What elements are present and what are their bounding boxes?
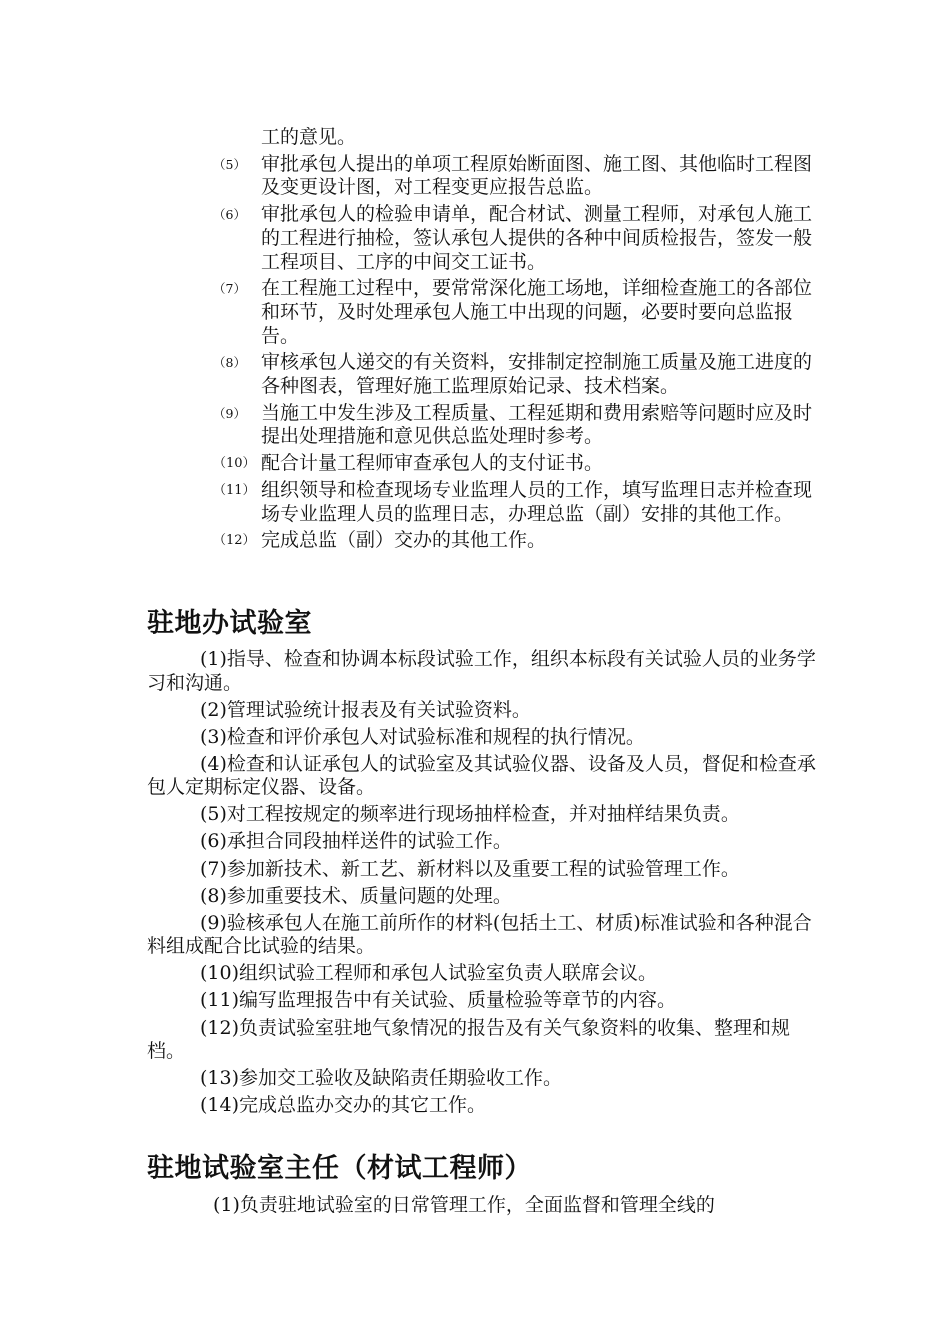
list-item: [213, 529, 833, 553]
item-text: 审核承包人递交的有关资料，安排制定控制施工质量及施工进度的各种图表，管理好施工监理原始记录、技术档案。: [261, 351, 813, 398]
list-item: [213, 203, 833, 274]
item-number: （9）: [213, 405, 246, 421]
list-item: [213, 277, 833, 348]
paragraph: (5)对工程按规定的频率进行现场抽样检查，并对抽样结果负责。: [200, 803, 740, 826]
paragraph: (7)参加新技术、新工艺、新材料以及重要工程的试验管理工作。: [200, 857, 740, 880]
paragraph: (3)检查和评价承包人对试验标准和规程的执行情况。: [200, 725, 645, 748]
lab-director-duties: [147, 1194, 817, 1221]
item-number: （8）: [213, 355, 246, 371]
item-number: （10）: [213, 456, 256, 472]
item-text: 在工程施工过程中，要常常深化施工场地，详细检查施工的各部位和环节，及时处理承包人施工中出现的问题，必要时要向总监报告。: [261, 277, 813, 347]
item-text: 审批承包人提出的单项工程原始断面图、施工图、其他临时工程图及变更设计图，对工程变更应报告总监。: [261, 152, 813, 199]
list-item: [213, 452, 833, 476]
list-item: [213, 351, 833, 398]
paragraph: (12)负责试验室驻地气象情况的报告及有关气象资料的收集、整理和规档。: [147, 1016, 791, 1063]
paragraph: (1)负责驻地试验室的日常管理工作，全面监督和管理全线的: [213, 1194, 715, 1216]
list-item: [213, 153, 833, 200]
paragraph: (1)指导、检查和协调本标段试验工作，组织本标段有关试验人员的业务学习和沟通。: [147, 648, 816, 694]
section-heading-lab: 驻地办试验室: [147, 608, 312, 639]
paragraph: (9)验核承包人在施工前所作的材料(包括土工、材质)标准试验和各种混合料组成配合比试验的结果。: [147, 911, 812, 958]
section-heading-lab-director: 驻地试验室主任（材试工程师）: [147, 1153, 532, 1184]
item-text: 组织领导和检查现场专业监理人员的工作，填写监理日志并检查现场专业监理人员的监理日志，办理总监（副）安排的其他工作。: [261, 478, 813, 525]
item-number: （5）: [213, 156, 246, 172]
paragraph: (11)编写监理报告中有关试验、质量检验等章节的内容。: [200, 989, 677, 1012]
item-number: （7）: [213, 281, 246, 297]
item-number: （6）: [213, 207, 246, 223]
paragraph: (4)检查和认证承包人的试验室及其试验仪器、设备及人员，督促和检查承包人定期标定仪器、设备。: [147, 752, 816, 799]
list-item: [213, 402, 833, 449]
item-number: （11）: [213, 482, 256, 498]
lab-duties: [147, 648, 817, 1121]
continued-text: 工的意见。: [261, 126, 357, 148]
item-number: （12）: [213, 533, 256, 549]
item-text: 当施工中发生涉及工程质量、工程延期和费用索赔等问题时应及时提出处理措施和意见供总监处理时参考。: [261, 401, 813, 448]
paragraph: (14)完成总监办交办的其它工作。: [200, 1094, 487, 1117]
duty-list: [213, 126, 833, 556]
paragraph: (10)组织试验工程师和承包人试验室负责人联席会议。: [200, 962, 658, 985]
list-item: [213, 479, 833, 526]
paragraph: (2)管理试验统计报表及有关试验资料。: [200, 698, 531, 721]
paragraph: (13)参加交工验收及缺陷责任期验收工作。: [200, 1067, 563, 1090]
item-text: 配合计量工程师审查承包人的支付证书。: [261, 452, 604, 475]
paragraph: (8)参加重要技术、质量问题的处理。: [200, 884, 512, 907]
item-text: 审批承包人的检验申请单，配合材试、测量工程师，对承包人施工的工程进行抽检，签认承包人提供的各种中间质检报告，签发一般工程项目、工序的中间交工证书。: [261, 203, 813, 273]
paragraph: (6)承担合同段抽样送件的试验工作。: [200, 830, 512, 853]
item-text: 完成总监（副）交办的其他工作。: [261, 529, 547, 552]
